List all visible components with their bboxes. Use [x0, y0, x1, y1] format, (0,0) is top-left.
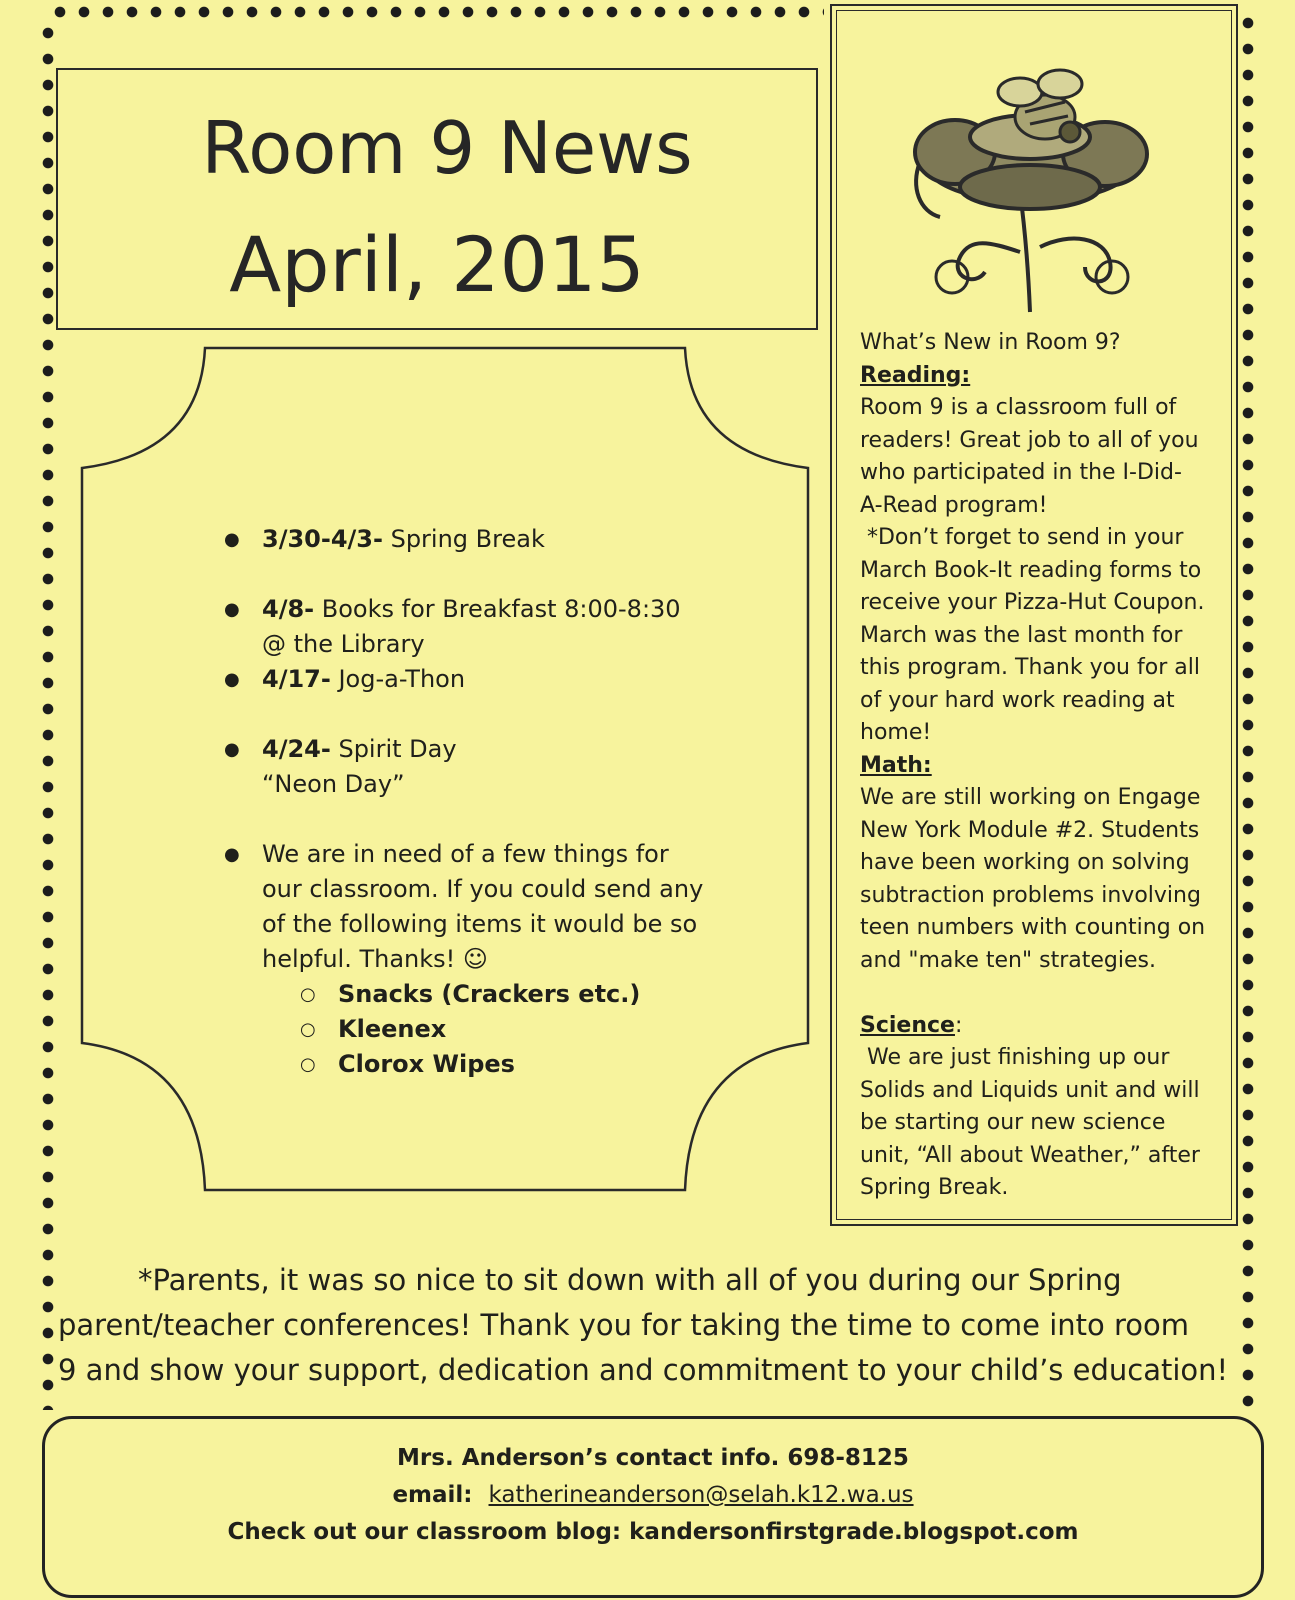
title-box: [56, 68, 818, 330]
circle-bullet-icon: ○: [300, 984, 316, 1005]
dotted-border-left: [40, 20, 56, 1410]
bullet-icon: ●: [224, 739, 240, 760]
math-line: have been working on solving: [860, 850, 1190, 875]
bullet-icon: ●: [224, 844, 240, 865]
bullet-icon: ●: [224, 669, 240, 690]
needs-line: of the following items it would be so: [262, 910, 698, 938]
science-colon: :: [954, 1012, 963, 1038]
reading-line: this program. Thank you for all: [860, 655, 1200, 680]
reading-line: A-Read program!: [860, 492, 1048, 518]
event-item: [220, 662, 740, 697]
newsletter-title: Room 9 News: [201, 106, 693, 190]
contact-email-row: [42, 1477, 1264, 1514]
event-date: 4/8-: [262, 595, 315, 623]
needs-line: helpful. Thanks! ☺: [262, 945, 488, 973]
event-item: [220, 592, 740, 662]
reading-line: receive your Pizza-Hut Coupon.: [860, 590, 1205, 615]
math-line: New York Module #2. Students: [860, 817, 1200, 843]
needs-item: [220, 837, 740, 977]
needs-subitem: [220, 1047, 740, 1082]
spacer: [860, 977, 1230, 1010]
science-line: Solids and Liquids unit and will: [860, 1077, 1200, 1103]
reading-line: *Don’t forget to send in your: [860, 525, 1184, 550]
circle-bullet-icon: ○: [300, 1054, 316, 1075]
blog-link[interactable]: Check out our classroom blog: kandersonfirstgrade.blogspot.com: [227, 1519, 1079, 1545]
reading-line: of your hard work reading at: [860, 687, 1175, 713]
newsletter-date: April, 2015: [229, 220, 645, 309]
math-heading: Math:: [860, 752, 932, 778]
science-heading-row: [860, 1010, 1230, 1043]
event-text-cont: “Neon Day”: [262, 770, 405, 798]
needs-line: our classroom. If you could send any: [262, 875, 704, 903]
needs-subitem-text: Clorox Wipes: [338, 1050, 515, 1078]
needs-subitem: [220, 977, 740, 1012]
circle-bullet-icon: ○: [300, 1019, 316, 1040]
event-text: Jog-a-Thon: [330, 665, 466, 693]
email-label: email:: [392, 1482, 489, 1508]
dotted-border-top: [48, 4, 824, 20]
science-line: Spring Break.: [860, 1175, 1009, 1200]
math-line: teen numbers with counting on: [860, 915, 1206, 940]
event-item: [220, 732, 740, 802]
needs-subitem: [220, 1012, 740, 1047]
science-line: be starting our new science: [860, 1110, 1166, 1135]
event-text: Books for Breakfast 8:00-8:30: [314, 595, 681, 623]
reading-line: readers! Great job to all of you: [860, 427, 1199, 453]
sidebar-text: [860, 327, 1230, 1205]
parents-note-line: *Parents, it was so nice to sit down with all of you during our Spring: [138, 1263, 1122, 1297]
needs-line: We are in need of a few things for: [262, 840, 669, 868]
needs-subitem-text: Snacks (Crackers etc.): [338, 980, 641, 1008]
sidebar-intro: What’s New in Room 9?: [860, 330, 1121, 355]
science-line: We are just finishing up our: [860, 1045, 1170, 1070]
parents-note-line: 9 and show your support, dedication and commitment to your child’s education!: [58, 1353, 1229, 1387]
science-line: unit, “All about Weather,” after: [860, 1142, 1200, 1168]
reading-line: Room 9 is a classroom full of: [860, 395, 1177, 420]
contact-phone: Mrs. Anderson’s contact info. 698-8125: [397, 1445, 909, 1471]
event-date: 4/17-: [262, 665, 331, 693]
event-item: [220, 522, 740, 557]
event-text: Spirit Day: [330, 735, 457, 763]
event-date: 3/30-4/3-: [262, 525, 383, 553]
reading-line: who participated in the I-Did-: [860, 460, 1182, 485]
reading-heading: Reading:: [860, 362, 971, 388]
needs-subitem-text: Kleenex: [338, 1015, 447, 1043]
dotted-border-right: [1240, 10, 1256, 1410]
event-date: 4/24-: [262, 735, 331, 763]
contact-info: [42, 1440, 1264, 1551]
parents-note: [58, 1258, 1238, 1393]
math-line: and "make ten" strategies.: [860, 947, 1156, 973]
reading-line: home!: [860, 720, 932, 745]
reading-line: March Book-It reading forms to: [860, 557, 1202, 583]
email-link[interactable]: katherineanderson@selah.k12.wa.us: [488, 1482, 914, 1508]
parents-note-line: parent/teacher conferences! Thank you for taking the time to come into room: [58, 1308, 1189, 1342]
bee-flower-clipart-icon: [900, 62, 1170, 322]
event-text: Spring Break: [382, 525, 545, 553]
reading-line: March was the last month for: [860, 622, 1183, 648]
events-list: [220, 522, 740, 1082]
science-heading: Science: [860, 1012, 955, 1038]
math-line: subtraction problems involving: [860, 882, 1201, 908]
bullet-icon: ●: [224, 599, 240, 620]
bullet-icon: ●: [224, 529, 240, 550]
math-line: We are still working on Engage: [860, 785, 1201, 810]
event-text-cont: @ the Library: [262, 630, 425, 658]
